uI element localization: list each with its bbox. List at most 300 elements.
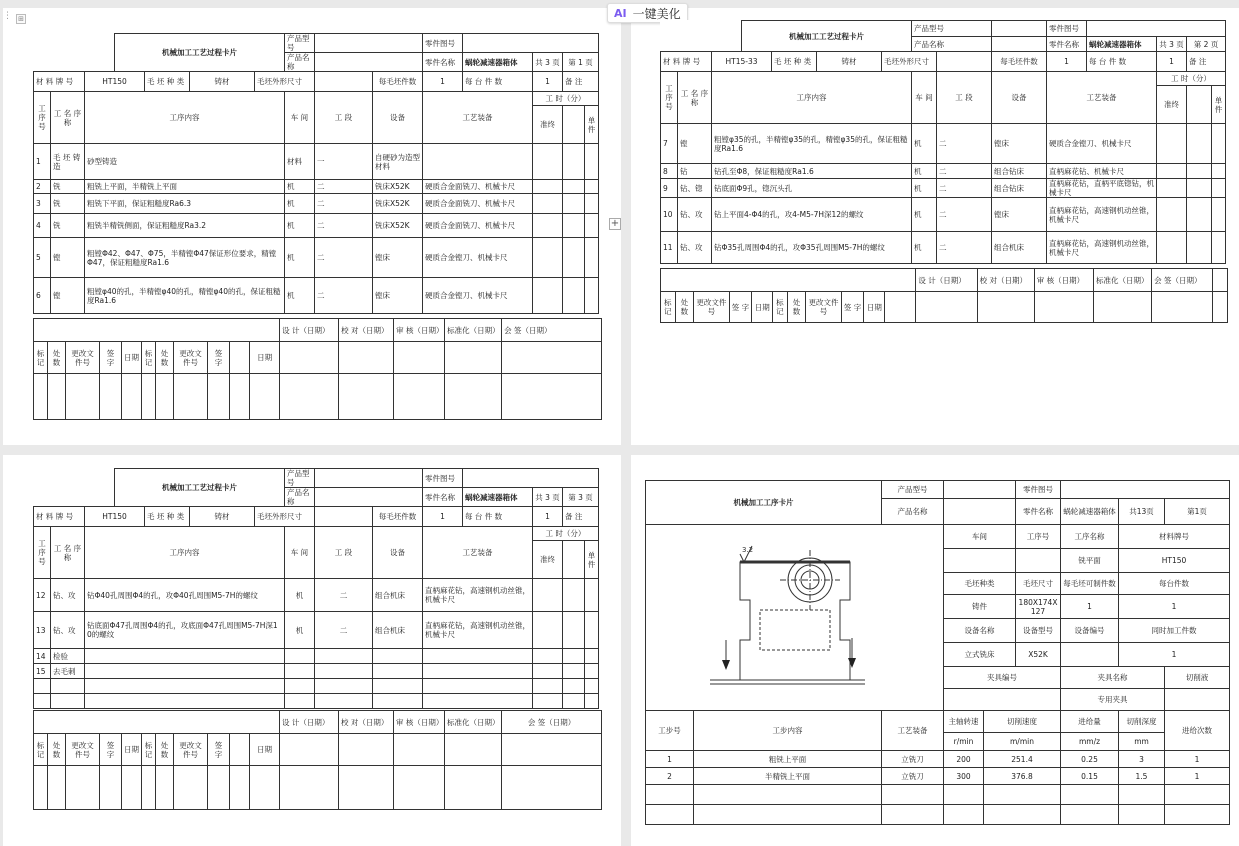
cell	[34, 694, 51, 709]
table-row	[646, 768, 1230, 785]
cell	[1212, 232, 1226, 264]
seq-shop: 机	[912, 179, 937, 198]
header: 工 时（分）	[533, 92, 599, 106]
header: 设备	[373, 92, 423, 144]
label: 签 字	[208, 342, 230, 374]
label: 备 注	[563, 72, 599, 92]
cell	[373, 694, 423, 709]
cell	[585, 664, 599, 679]
label: 日期	[864, 292, 885, 323]
label: 零件名称	[1047, 37, 1087, 52]
material-value: HT15-33	[712, 52, 772, 72]
label: 材 料 牌 号	[34, 507, 85, 527]
cell	[563, 679, 585, 694]
header: 工序号	[661, 72, 678, 124]
blank-cell	[34, 469, 115, 507]
cell	[339, 374, 394, 420]
ai-icon: AI	[614, 6, 627, 20]
label: 校 对（日期）	[339, 319, 394, 342]
cell	[51, 694, 85, 709]
seq-no: 12	[34, 579, 51, 612]
cell	[502, 734, 602, 766]
label: 处数	[156, 734, 174, 766]
cell	[563, 194, 585, 214]
header: 工 段	[937, 72, 992, 124]
cell	[646, 805, 694, 825]
label: 会 签（日期）	[1152, 269, 1213, 292]
seq-equipment: 组合钻床	[992, 164, 1047, 179]
seq-section: 二	[315, 238, 373, 278]
cell	[1187, 232, 1212, 264]
label: 备 注	[1187, 52, 1226, 72]
label: 毛坯外形尺寸	[255, 72, 315, 92]
label: 标准化（日期）	[1093, 269, 1151, 292]
table-row	[34, 679, 599, 694]
seq-no: 1	[34, 144, 51, 180]
cell	[533, 694, 563, 709]
seq-tooling: 直柄麻花钻，高速钢机动丝锥，机械卡尺	[1047, 232, 1157, 264]
cell	[533, 180, 563, 194]
label: 标记	[34, 734, 48, 766]
unit: mm/z	[1061, 733, 1119, 751]
step-speed: 251.4	[984, 751, 1061, 768]
cell	[100, 766, 122, 810]
label: 工序名称	[1061, 525, 1119, 549]
seq-shop: 机	[285, 278, 315, 314]
page-number: 第1页	[1165, 499, 1230, 525]
seq-content: 钻Φ35孔周围Φ4的孔，攻Φ35孔周围M5-7H的螺纹	[712, 232, 912, 264]
total-pages: 共 3 页	[533, 488, 563, 507]
cell	[373, 649, 423, 664]
seq-name: 钻、攻	[678, 198, 712, 232]
seq-name: 钻、攻	[51, 612, 85, 649]
page-number: 第 1 页	[563, 53, 599, 72]
cell	[1212, 198, 1226, 232]
cell	[533, 144, 563, 180]
header	[1187, 86, 1212, 124]
cell	[563, 214, 585, 238]
cell	[585, 180, 599, 194]
table-row	[34, 214, 599, 238]
label: 日期	[122, 734, 142, 766]
seq-equipment: 组合机床	[373, 612, 423, 649]
cell	[1213, 292, 1228, 323]
value: 1	[1157, 52, 1187, 72]
cell	[563, 144, 585, 180]
label: 处数	[787, 292, 806, 323]
value: HT150	[1119, 549, 1230, 573]
seq-shop: 机	[912, 232, 937, 264]
cell	[533, 579, 563, 612]
seq-no: 2	[34, 180, 51, 194]
label: 产品名称	[285, 53, 315, 72]
seq-no: 7	[661, 124, 678, 164]
label: 日期	[250, 734, 280, 766]
seq-section: 二	[315, 194, 373, 214]
total-pages: 共13页	[1119, 499, 1165, 525]
arrow-head	[848, 658, 856, 668]
table-row	[34, 144, 599, 180]
cell	[1034, 292, 1093, 323]
seq-no: 6	[34, 278, 51, 314]
add-page-button[interactable]: +	[610, 218, 620, 229]
seq-name: 毛 坯 铸 造	[51, 144, 85, 180]
value	[992, 37, 1047, 52]
value: 铸材	[190, 507, 255, 527]
blank-cell	[34, 711, 280, 734]
cell	[48, 374, 66, 420]
seq-tooling: 硬质合金镗刀、机械卡尺	[423, 278, 533, 314]
cell	[315, 694, 373, 709]
table-row	[646, 785, 1230, 805]
cell	[882, 805, 944, 825]
seq-section: 二	[315, 214, 373, 238]
header: 准终	[533, 106, 563, 144]
cell	[563, 694, 585, 709]
label: 签 字	[100, 342, 122, 374]
material-value: HT150	[85, 72, 145, 92]
header	[563, 541, 585, 579]
cell	[394, 734, 445, 766]
header: 工 名 序 称	[678, 72, 712, 124]
cell	[646, 785, 694, 805]
cell	[285, 649, 315, 664]
seq-section: 二	[937, 232, 992, 264]
cell	[445, 766, 502, 810]
value: X52K	[1016, 643, 1061, 667]
sketch-inner	[760, 610, 830, 650]
value	[315, 34, 423, 53]
label: 产品型号	[912, 21, 992, 37]
table-row	[661, 198, 1226, 232]
cell	[585, 278, 599, 314]
part-name-value: 蜗轮减速器箱体	[1087, 37, 1157, 52]
cell	[694, 805, 882, 825]
header: 工序号	[34, 527, 51, 579]
seq-content: 钻底面Φ47孔周围Φ4的孔，攻底面Φ47孔周围M5-7H深10的螺纹	[85, 612, 285, 649]
cell	[230, 374, 250, 420]
value	[1087, 21, 1226, 37]
table-row	[646, 805, 1230, 825]
seq-section: 二	[937, 179, 992, 198]
seq-shop: 机	[912, 124, 937, 164]
step-spindle: 200	[944, 751, 984, 768]
label: 产品名称	[912, 37, 992, 52]
housing-sketch	[700, 540, 870, 690]
label: 标记	[142, 734, 156, 766]
seq-name: 钻、攻	[51, 579, 85, 612]
cell	[944, 689, 1061, 711]
seq-shop: 机	[285, 612, 315, 649]
label: 标记	[773, 292, 788, 323]
cell	[563, 612, 585, 649]
value: 1	[423, 72, 463, 92]
header: 工 名 序 称	[51, 527, 85, 579]
value	[315, 53, 423, 72]
header: 设备	[992, 72, 1047, 124]
label: 毛坯种类	[944, 573, 1016, 595]
cell	[66, 766, 100, 810]
seq-name: 镗	[678, 124, 712, 164]
header: 主轴转速	[944, 711, 984, 733]
table-handle-icon[interactable]: ⊞	[16, 14, 26, 24]
seq-no: 9	[661, 179, 678, 198]
header: 工序号	[34, 92, 51, 144]
op-card-title: 机械加工工序卡片	[646, 481, 882, 525]
cell	[373, 679, 423, 694]
seq-section: 二	[315, 180, 373, 194]
cell	[280, 342, 339, 374]
cell	[502, 766, 602, 810]
cell	[1212, 124, 1226, 164]
seq-content: 钻Φ40孔周围Φ4的孔，攻Φ40孔周围M5-7H的螺纹	[85, 579, 285, 612]
seq-content: 钻底面Φ9孔，锪沉头孔	[712, 179, 912, 198]
cell	[423, 664, 533, 679]
cell	[1187, 124, 1212, 164]
seq-content: 粗铣下平面，保证粗糙度Ra6.3	[85, 194, 285, 214]
seq-section: 二	[315, 579, 373, 612]
seq-equipment: 自硬砂为造型材料	[373, 144, 423, 180]
cell	[533, 612, 563, 649]
seq-name: 钻、锪	[678, 179, 712, 198]
cell	[1212, 164, 1226, 179]
cell	[394, 374, 445, 420]
seq-shop: 机	[285, 579, 315, 612]
step-content: 粗铣上平面	[694, 751, 882, 768]
cell	[315, 664, 373, 679]
header: 单件	[1212, 86, 1226, 124]
label: 处数	[48, 734, 66, 766]
table-row	[661, 232, 1226, 264]
cell	[208, 766, 230, 810]
step-spindle: 300	[944, 768, 984, 785]
label: 材 料 牌 号	[661, 52, 712, 72]
cell	[1187, 164, 1212, 179]
header: 工 段	[315, 92, 373, 144]
step-passes: 1	[1165, 768, 1230, 785]
cell	[285, 664, 315, 679]
seq-equipment: 铣床X52K	[373, 194, 423, 214]
sign-block-2	[660, 268, 1228, 323]
cell	[563, 180, 585, 194]
cell	[585, 238, 599, 278]
label: 更改文件号	[66, 342, 100, 374]
seq-content: 粗铣半精铣侧面，保证粗糙度Ra3.2	[85, 214, 285, 238]
cell	[423, 679, 533, 694]
card-title: 机械加工工艺过程卡片	[115, 34, 285, 72]
cell	[563, 278, 585, 314]
label: 每台件数	[1119, 573, 1230, 595]
table-row	[34, 180, 599, 194]
header: 切削深度	[1119, 711, 1165, 733]
label: 审 核（日期）	[394, 711, 445, 734]
seq-shop: 机	[285, 238, 315, 278]
blank-cell	[34, 34, 115, 72]
step-speed: 376.8	[984, 768, 1061, 785]
seq-content: 砂型铸造	[85, 144, 285, 180]
seq-name: 钻	[678, 164, 712, 179]
label: 毛坯外形尺寸	[882, 52, 937, 72]
label: 会 签（日期）	[502, 711, 602, 734]
cell	[585, 214, 599, 238]
cell	[445, 734, 502, 766]
cell	[533, 194, 563, 214]
seq-tooling: 直柄麻花钻，高速钢机动丝锥，机械卡尺	[423, 579, 533, 612]
cell	[563, 238, 585, 278]
seq-equipment: 镗床	[992, 124, 1047, 164]
seq-equipment: 组合钻床	[992, 179, 1047, 198]
label: 审 核（日期）	[394, 319, 445, 342]
label: 同时加工件数	[1119, 619, 1230, 643]
header: 工 名 序 称	[51, 92, 85, 144]
label: 会 签（日期）	[502, 319, 602, 342]
seq-name: 镗	[51, 238, 85, 278]
cell	[1061, 805, 1119, 825]
seq-tooling: 直柄麻花钻，高速钢机动丝锥，机械卡尺	[1047, 198, 1157, 232]
label: 产品型号	[882, 481, 944, 499]
label: 更改文件号	[694, 292, 729, 323]
cell	[285, 694, 315, 709]
seq-equipment: 组合机床	[992, 232, 1047, 264]
sign-block-3	[33, 710, 602, 810]
cell	[585, 679, 599, 694]
header: 工 时（分）	[533, 527, 599, 541]
value	[315, 469, 423, 488]
cell	[122, 766, 142, 810]
cell	[944, 805, 984, 825]
cell	[339, 342, 394, 374]
seq-equipment: 镗床	[373, 278, 423, 314]
cell	[585, 649, 599, 664]
seq-section: 二	[937, 198, 992, 232]
label: 设 计（日期）	[280, 319, 339, 342]
cell	[250, 374, 280, 420]
cell	[1061, 785, 1119, 805]
label: 零件名称	[423, 53, 463, 72]
blank-cell	[661, 269, 916, 292]
cell	[373, 664, 423, 679]
seq-no: 13	[34, 612, 51, 649]
seq-content: 钻上平面4-Φ4的孔，攻4-M5-7H深12的螺纹	[712, 198, 912, 232]
seq-section: 二	[937, 124, 992, 164]
header: 工艺装备	[882, 711, 944, 751]
blank-cell	[250, 319, 280, 342]
step-tool: 立铣刀	[882, 751, 944, 768]
label: 材 料 牌 号	[34, 72, 85, 92]
label: 设备名称	[944, 619, 1016, 643]
total-pages: 共 3 页	[533, 53, 563, 72]
step-tool: 立铣刀	[882, 768, 944, 785]
cell	[944, 549, 1016, 573]
cell	[142, 374, 156, 420]
cell	[174, 374, 208, 420]
header: 准终	[533, 541, 563, 579]
cell	[563, 649, 585, 664]
seq-no: 3	[34, 194, 51, 214]
cell	[1152, 292, 1213, 323]
header: 工艺装备	[423, 527, 533, 579]
cell	[280, 734, 339, 766]
part-name-value: 蜗轮减速器箱体	[463, 488, 533, 507]
cell	[1119, 785, 1165, 805]
value: 铸材	[190, 72, 255, 92]
seq-tooling: 硬质合金镗刀、机械卡尺	[423, 238, 533, 278]
cell	[1157, 164, 1187, 179]
label: 签 字	[208, 734, 230, 766]
label: 更改文件号	[174, 342, 208, 374]
label: 备 注	[563, 507, 599, 527]
label: 处数	[156, 342, 174, 374]
seq-no: 5	[34, 238, 51, 278]
seq-name: 铣	[51, 214, 85, 238]
seq-tooling: 硬质合金镗刀、机械卡尺	[1047, 124, 1157, 164]
label: 材料牌号	[1119, 525, 1230, 549]
cell	[85, 694, 285, 709]
cell	[585, 612, 599, 649]
header: 工 段	[315, 527, 373, 579]
cell	[1061, 643, 1119, 667]
arrow-head	[722, 660, 730, 670]
seq-no: 8	[661, 164, 678, 179]
seq-no: 4	[34, 214, 51, 238]
seq-no: 14	[34, 649, 51, 664]
header: 车 间	[912, 72, 937, 124]
cell	[585, 144, 599, 180]
cell	[1165, 785, 1230, 805]
table-row	[34, 612, 599, 649]
value	[463, 34, 599, 53]
label: 审 核（日期）	[1034, 269, 1093, 292]
cell	[280, 766, 339, 810]
cell	[984, 785, 1061, 805]
cell	[533, 664, 563, 679]
header: 车 间	[285, 527, 315, 579]
header: 车 间	[285, 92, 315, 144]
roughness-value: 3.2	[742, 546, 754, 554]
seq-shop: 机	[285, 180, 315, 194]
cell	[533, 679, 563, 694]
seq-name: 检验	[51, 649, 85, 664]
label: 夹具编号	[944, 667, 1061, 689]
seq-no: 10	[661, 198, 678, 232]
value: 1	[533, 72, 563, 92]
value: 1	[1119, 595, 1230, 619]
cell	[34, 766, 48, 810]
cell	[1187, 179, 1212, 198]
cell	[423, 694, 533, 709]
seq-equipment: 镗床	[992, 198, 1047, 232]
table-row	[34, 664, 599, 679]
seq-content: 粗铣上平面，半精铣上平面	[85, 180, 285, 194]
part-name-value: 蜗轮减速器箱体	[463, 53, 533, 72]
table-row	[34, 194, 599, 214]
value: 铸材	[817, 52, 882, 72]
drag-handle-icon[interactable]: ⋮	[3, 11, 12, 21]
cell	[1157, 232, 1187, 264]
value: 1	[533, 507, 563, 527]
seq-shop: 材料	[285, 144, 315, 180]
label: 产品型号	[285, 469, 315, 488]
cell	[445, 342, 502, 374]
label: 签 字	[729, 292, 752, 323]
seq-equipment: 铣床X52K	[373, 180, 423, 194]
cell	[585, 194, 599, 214]
cell	[230, 342, 250, 374]
header: 单件	[585, 106, 599, 144]
header: 工艺装备	[1047, 72, 1157, 124]
cell	[585, 694, 599, 709]
header	[563, 106, 585, 144]
